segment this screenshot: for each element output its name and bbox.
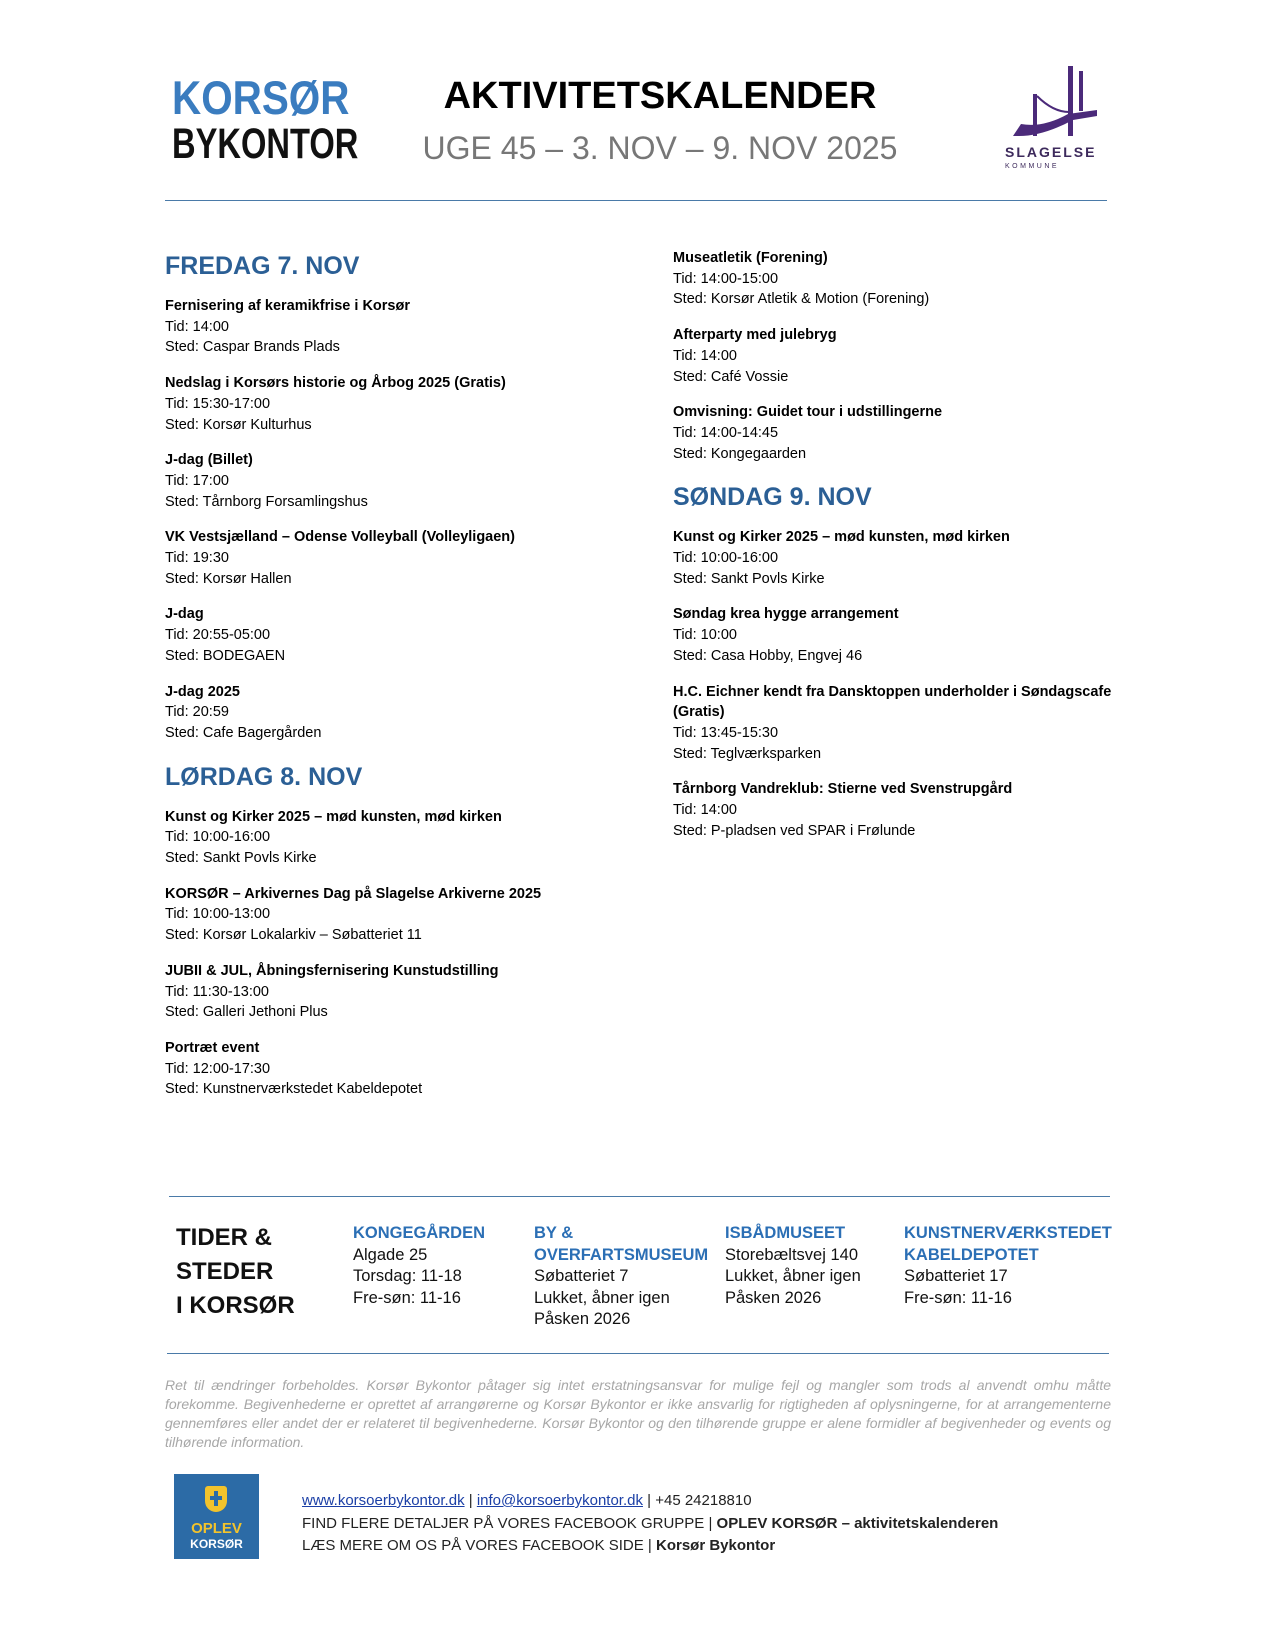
places-title-line: TIDER & [176, 1224, 272, 1251]
slagelse-kommune-logo [1005, 66, 1105, 176]
place-line: Påsken 2026 [725, 1288, 822, 1307]
day-heading: LØRDAG 8. NOV [165, 762, 363, 791]
event-time: Tid: 20:59 [165, 704, 229, 721]
facebook-page-text: LÆS MERE OM OS PÅ VORES FACEBOOK SIDE | [302, 1537, 656, 1554]
event-time: Tid: 10:00-13:00 [165, 906, 271, 923]
page-subtitle: UGE 45 – 3. NOV – 9. NOV 2025 [422, 130, 898, 166]
event-time: Tid: 14:00-14:45 [673, 424, 779, 441]
place-name: BY & [534, 1224, 574, 1242]
event-item [673, 248, 1143, 310]
facebook-group-suffix: – aktivitetskalenderen [837, 1514, 999, 1532]
place-line: Fre-søn: 11-16 [353, 1288, 461, 1307]
event-name: Omvisning: Guidet tour i udstillingerne [673, 404, 943, 421]
facebook-group-name: OPLEV KORSØR [716, 1514, 838, 1532]
event-item [673, 682, 1143, 765]
event-location: Sted: Kongegaarden [673, 445, 807, 462]
event-time: Tid: 11:30-13:00 [165, 983, 269, 1000]
event-location: Sted: P-pladsen ved SPAR i Frølunde [673, 822, 916, 839]
event-name: J-dag [165, 606, 204, 623]
event-item [165, 450, 635, 512]
page-title: AKTIVITETSKALENDER [443, 75, 877, 117]
logo-line-bykontor: BYKONTOR [172, 120, 359, 168]
event-location: Sted: Casa Hobby, Engvej 46 [673, 647, 863, 664]
disclaimer-text: Ret til ændringer forbeholdes. Korsør Bykontor påtager sig intet erstatningsansvar for mulige fejl og mangler som trods al anvendt omhu måtte forekomme. Begivenhederne er oprettet af arrangørerne og Korsør Bykontor er ikke ansvarlig for rigtigheden af oplysningerne, for at arrangementerne gennemføres eller andet der er relateret til begivenhederne. Korsør Bykontor og den tilhørende gruppe er alene formidler af begivenheder og events og tilhørende information. [165, 1377, 1111, 1450]
event-item [165, 682, 635, 744]
event-location: Sted: Sankt Povls Kirke [165, 850, 317, 867]
event-item [673, 325, 1143, 387]
place-line: Søbatteriet 7 [534, 1267, 629, 1285]
event-item [673, 402, 1143, 464]
event-name: JUBII & JUL, Åbningsfernisering Kunstudstilling [165, 962, 499, 979]
event-item [165, 961, 635, 1023]
place-line: Algade 25 [353, 1245, 428, 1264]
header-divider [165, 200, 1107, 201]
event-name: Kunst og Kirker 2025 – mød kunsten, mød kirken [165, 808, 502, 825]
event-name: KORSØR – Arkivernes Dag på Slagelse Arkiverne 2025 [165, 885, 542, 902]
place-isbaadmuseet [725, 1223, 861, 1309]
event-name: Kunst og Kirker 2025 – mød kunsten, mød kirken [673, 529, 1010, 546]
badge-line-korsor: KORSØR [190, 1537, 243, 1551]
event-time: Tid: 10:00-16:00 [165, 829, 271, 846]
place-name: OVERFARTSMUSEUM [534, 1245, 709, 1264]
event-location: Sted: Korsør Atletik & Motion (Forening) [673, 291, 930, 308]
event-time: Tid: 14:00 [165, 318, 229, 335]
event-time: Tid: 15:30-17:00 [165, 395, 271, 412]
places-title-line: STEDER [176, 1258, 274, 1285]
place-line: Lukket, åbner igen [725, 1267, 861, 1285]
place-kongegaarden [353, 1223, 485, 1309]
event-time: Tid: 20:55-05:00 [165, 627, 271, 644]
place-kunstnervaerkstedet [904, 1223, 1112, 1309]
place-name: ISBÅDMUSEET [725, 1224, 846, 1242]
event-name: Portræt event [165, 1039, 260, 1056]
event-location: Sted: Cafe Bagergården [165, 724, 322, 741]
event-time: Tid: 10:00 [673, 627, 737, 644]
event-location: Sted: Korsør Kulturhus [165, 416, 312, 433]
place-line: Lukket, åbner igen [534, 1288, 670, 1307]
facebook-page-line [302, 1535, 998, 1558]
municipality-name: SLAGELSE [1005, 144, 1097, 160]
event-location: Sted: Teglværksparken [673, 745, 822, 762]
place-line: Påsken 2026 [534, 1310, 631, 1328]
event-location: Sted: Tårnborg Forsamlingshus [165, 493, 368, 510]
facebook-page-name: Korsør Bykontor [655, 1537, 776, 1554]
municipality-sub: KOMMUNE [1005, 163, 1060, 170]
contact-line [302, 1490, 998, 1513]
logo-line-korsor: KORSØR [172, 71, 350, 124]
event-item [165, 807, 635, 869]
event-time: Tid: 19:30 [165, 550, 229, 567]
bridge-icon [1013, 66, 1097, 138]
event-item [165, 296, 635, 358]
badge-line-oplev: OPLEV [191, 1520, 242, 1537]
event-location: Sted: Café Vossie [673, 368, 789, 385]
place-name: KUNSTNERVÆRKSTEDET [904, 1224, 1112, 1242]
event-name: VK Vestsjælland – Odense Volleyball (Volleyligaen) [165, 529, 515, 546]
website-link[interactable]: www.korsoerbykontor.dk [302, 1492, 465, 1509]
contact-separator: | [468, 1492, 473, 1509]
event-item [165, 1038, 635, 1100]
left-column [165, 238, 635, 1115]
event-name: Tårnborg Vandreklub: Stierne ved Svenstrupgård [673, 781, 1013, 798]
event-item [165, 884, 635, 946]
right-column [673, 248, 1143, 856]
place-line: Søbatteriet 17 [904, 1267, 1008, 1285]
place-by-overfartsmuseum [534, 1223, 708, 1331]
event-location: Sted: Caspar Brands Plads [165, 339, 340, 356]
event-time: Tid: 17:00 [165, 472, 229, 489]
event-location: Sted: Korsør Hallen [165, 570, 292, 587]
event-item [673, 527, 1143, 589]
place-line: Fre-søn: 11-16 [904, 1288, 1012, 1307]
event-item [165, 604, 635, 666]
event-location: Sted: Galleri Jethoni Plus [165, 1004, 328, 1021]
event-name: Museatletik (Forening) [673, 250, 828, 266]
shield-icon [205, 1486, 227, 1512]
event-time: Tid: 14:00 [673, 802, 737, 819]
event-item [165, 373, 635, 435]
phone-number: | +45 24218810 [647, 1492, 752, 1509]
places-title [176, 1221, 326, 1323]
event-location: Sted: BODEGAEN [165, 647, 286, 664]
event-name: J-dag (Billet) [165, 452, 253, 469]
event-item [673, 779, 1143, 841]
places-title-line: I KORSØR [176, 1292, 295, 1319]
day-heading: SØNDAG 9. NOV [673, 483, 872, 512]
oplev-korsor-badge [174, 1474, 259, 1559]
event-name: Afterparty med julebryg [673, 327, 837, 344]
facebook-group-text: FIND FLERE DETALJER PÅ VORES FACEBOOK GRUPPE | [302, 1514, 717, 1532]
event-name: J-dag 2025 [165, 683, 240, 700]
event-name: Fernisering af keramikfrise i Korsør [165, 298, 410, 314]
event-time: Tid: 14:00-15:00 [673, 270, 779, 287]
day-heading: FREDAG 7. NOV [165, 252, 360, 280]
contact-block [302, 1490, 998, 1558]
event-time: Tid: 10:00-16:00 [673, 550, 779, 567]
event-time: Tid: 13:45-15:30 [673, 724, 779, 741]
place-name: KONGEGÅRDEN [353, 1224, 486, 1242]
event-name: H.C. Eichner kendt fra Dansktoppen underholder i Søndagscafe (Gratis) [673, 683, 1112, 721]
korsor-bykontor-logo [172, 71, 359, 168]
facebook-group-line [302, 1513, 998, 1536]
place-line: Torsdag: 11-18 [353, 1267, 462, 1285]
event-item [673, 604, 1143, 666]
event-location: Sted: Sankt Povls Kirke [673, 570, 825, 587]
event-time: Tid: 14:00 [673, 347, 737, 364]
event-name: Nedslag i Korsørs historie og Årbog 2025 (Gratis) [165, 375, 506, 392]
event-location: Sted: Kunstnerværkstedet Kabeldepotet [165, 1081, 423, 1098]
event-time: Tid: 12:00-17:30 [165, 1060, 271, 1077]
places-bottom-divider [167, 1353, 1109, 1354]
place-name: KABELDEPOTET [904, 1245, 1039, 1264]
places-top-divider [169, 1196, 1110, 1197]
event-name: Søndag krea hygge arrangement [673, 606, 899, 623]
email-link[interactable]: info@korsoerbykontor.dk [476, 1492, 643, 1509]
event-location: Sted: Korsør Lokalarkiv – Søbatteriet 11 [165, 927, 422, 944]
place-line: Storebæltsvej 140 [725, 1245, 858, 1264]
event-item [165, 527, 635, 589]
